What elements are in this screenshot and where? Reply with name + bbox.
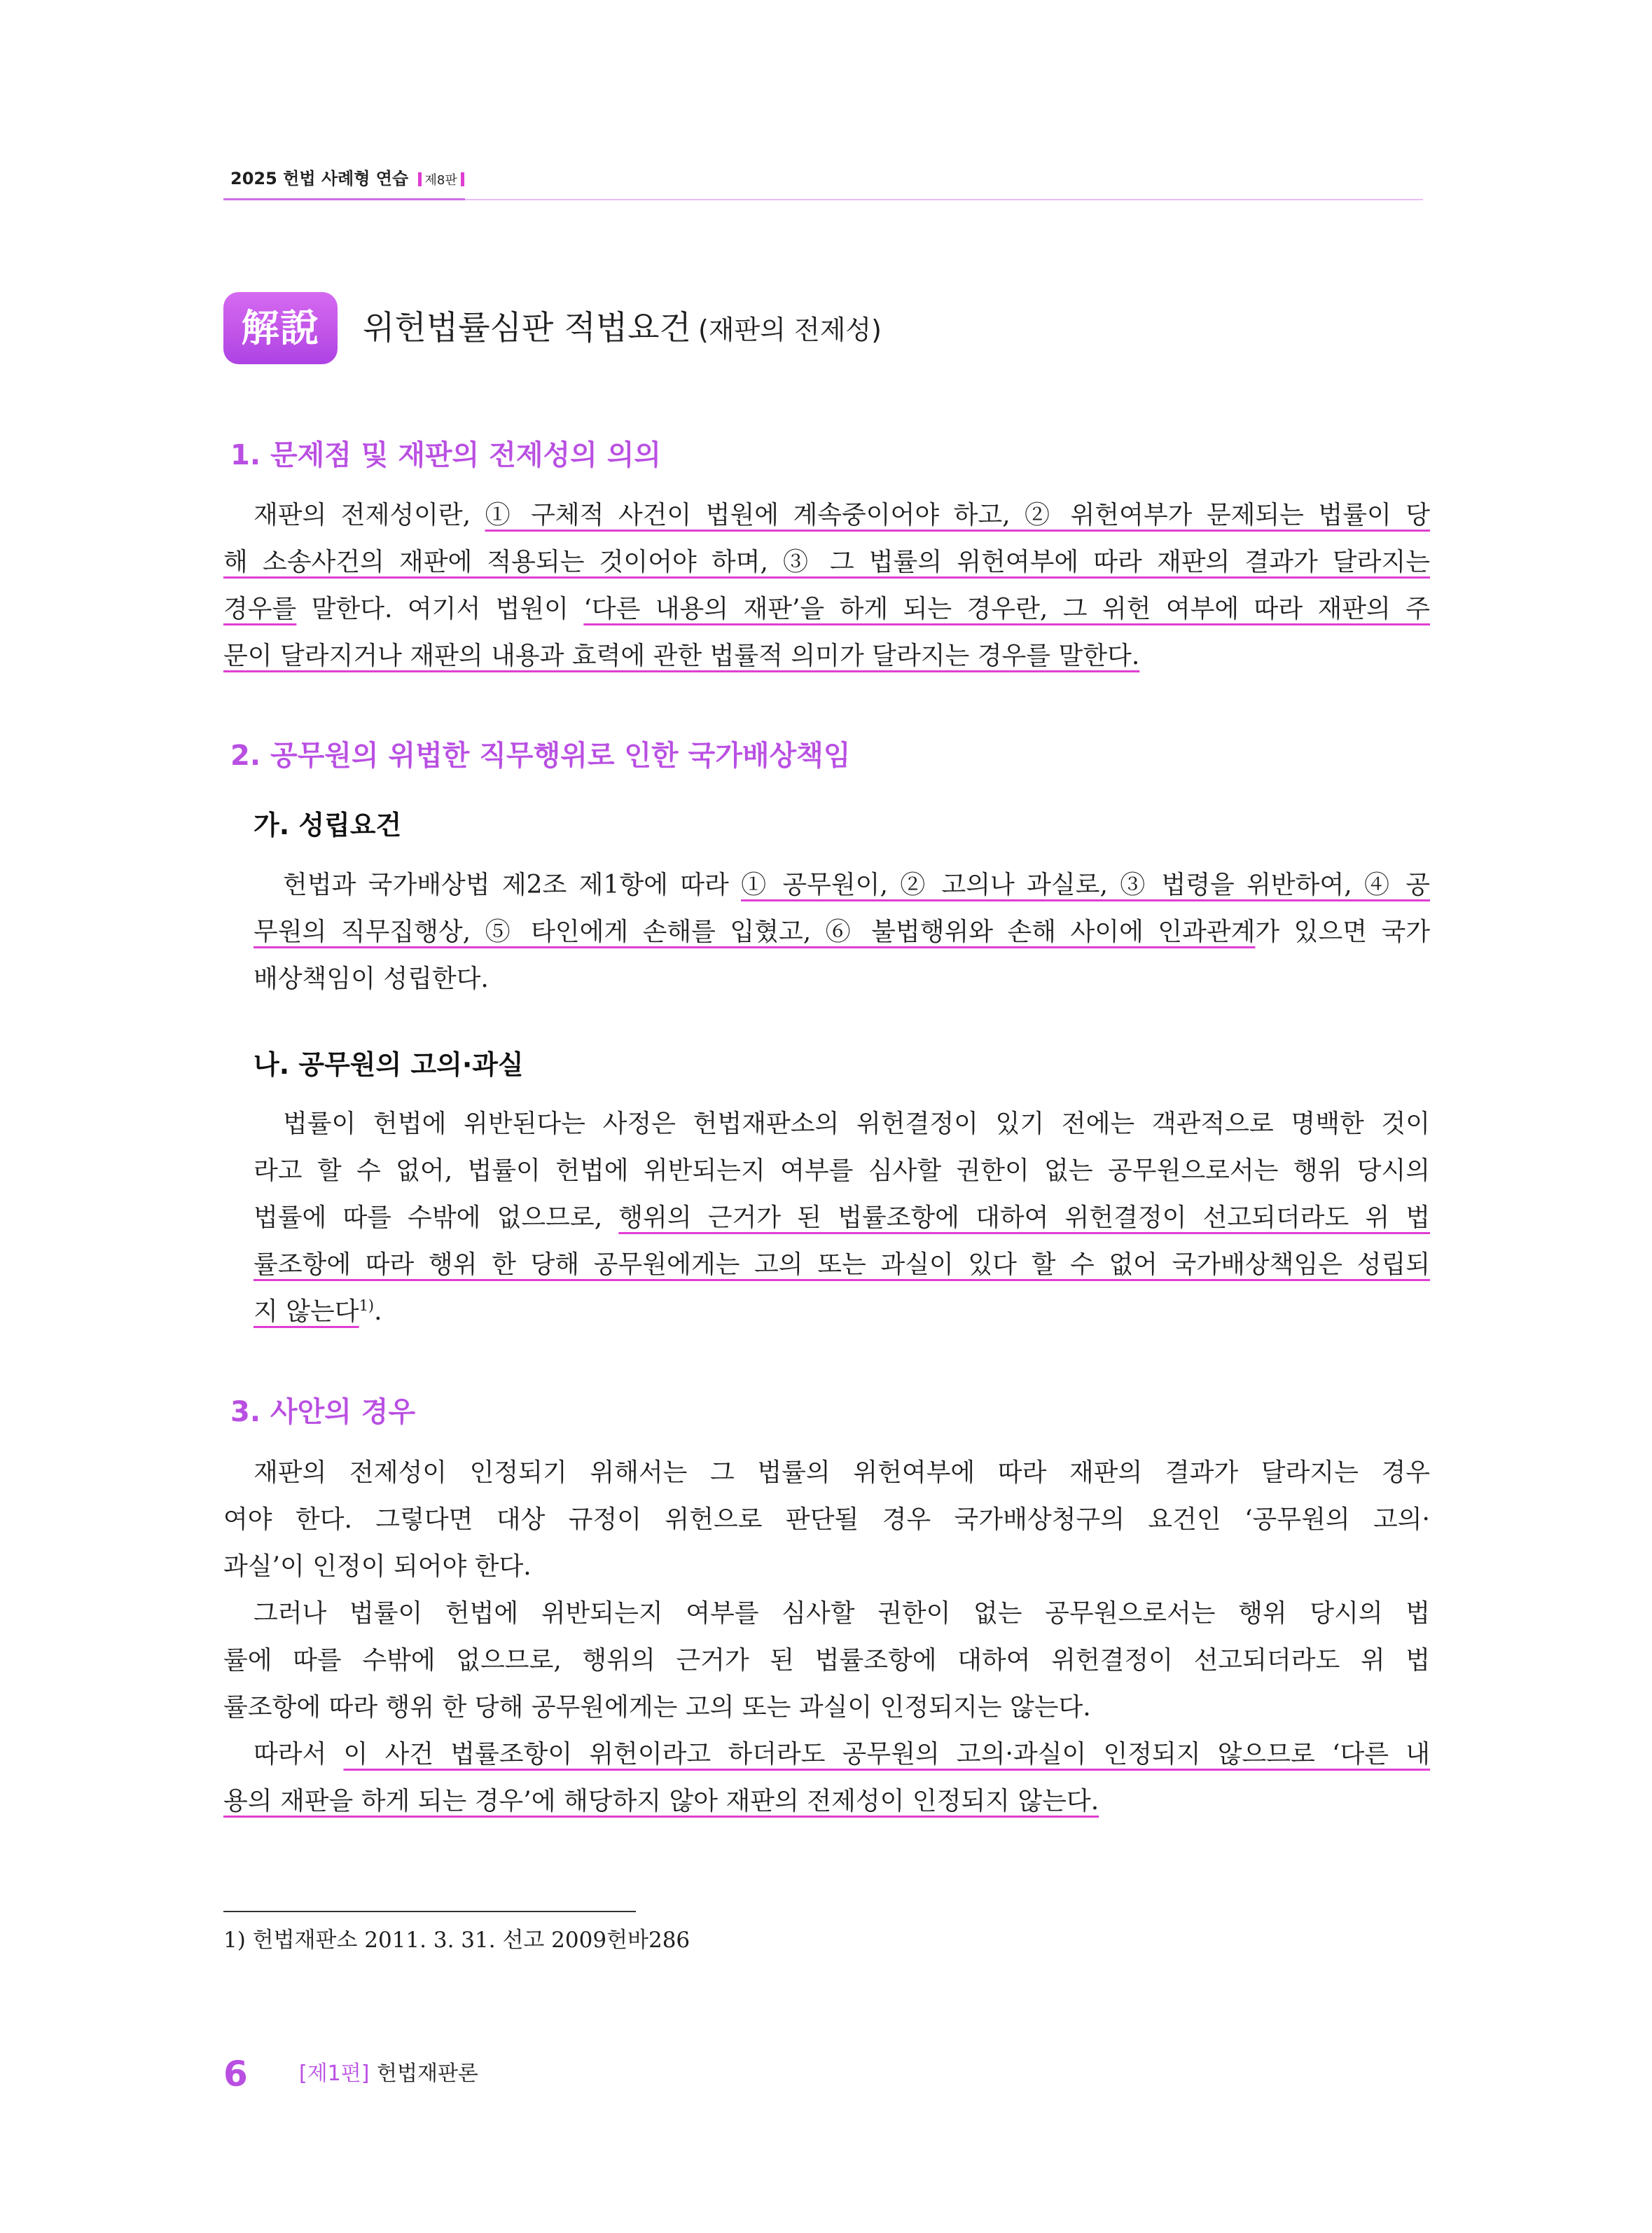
- commentary-badge: 解說: [223, 292, 338, 364]
- running-header: [230, 168, 468, 189]
- text-segment: 여야 한다. 그렇다면 대상 규정이 위헌으로 판단될 경우 국가배상청구의 요건인 ‘공무원의 고의·: [223, 1505, 1430, 1534]
- paragraph: [254, 862, 1430, 1002]
- page-title: [363, 308, 882, 349]
- text-line: [254, 1241, 1430, 1288]
- text-segment: 률에 따를 수밖에 없으므로, 행위의 근거가 된 법률조항에 대하여 위헌결정이 선고되더라도 위 법: [223, 1646, 1430, 1675]
- text-segment: 그러나 법률이 헌법에 위반되는지 여부를 심사할 권한이 없는 공무원으로서는 행위 당시의 법: [254, 1599, 1430, 1628]
- subsection-heading: 나. 공무원의 고의·과실: [254, 1049, 524, 1080]
- text-line: [223, 586, 1430, 632]
- page-title-main: 위헌법률심판 적법요건: [363, 309, 691, 347]
- part-label: [제1편]: [299, 2061, 370, 2086]
- footnote-rule: [223, 1911, 636, 1912]
- text-segment: 따라서: [254, 1740, 344, 1769]
- footnote: 1) 헌법재판소 2011. 3. 31. 선고 2009헌바286: [223, 1928, 690, 1953]
- text-line: [223, 1778, 1430, 1825]
- underlined-text: 지 않는다: [254, 1297, 359, 1326]
- subsection-body: [254, 1100, 1430, 1335]
- page-number: 6: [223, 2054, 248, 2094]
- text-line: [254, 1100, 1430, 1147]
- text-line: [223, 1590, 1430, 1637]
- underlined-text: ‘다른 내용의 재판’을 하게 되는 경우란, 그 위헌 여부에 따라 재판의 주: [583, 595, 1430, 623]
- paragraph: [254, 1100, 1430, 1335]
- underlined-text: 문이 달라지거나 재판의 내용과 효력에 관한 법률적 의미가 달라지는 경우를 말한다.: [223, 642, 1140, 670]
- text-segment: 법률에 따를 수밖에 없으므로,: [254, 1203, 619, 1232]
- footnote-ref: 1): [359, 1297, 375, 1314]
- text-line: [254, 908, 1430, 955]
- section-body: [223, 1449, 1430, 1825]
- text-line: [223, 539, 1430, 586]
- pink-marker: [418, 172, 422, 186]
- text-segment: 배상책임이 성립한다.: [254, 965, 489, 993]
- underlined-text: 이 사건 법률조항이 위헌이라고 하더라도 공무원의 고의·과실이 인정되지 않으므로 ‘다른 내: [343, 1740, 1430, 1769]
- header-rule-accent: [223, 198, 465, 200]
- text-line: [223, 492, 1430, 539]
- text-segment: .: [374, 1297, 382, 1326]
- underlined-text: 해 소송사건의 재판에 적용되는 것이어야 하며, ③ 그 법률의 위헌여부에 따라 재판의 결과가 달라지는: [223, 548, 1430, 576]
- text-line: [254, 1288, 1430, 1335]
- text-line: [254, 862, 1430, 908]
- text-line: [223, 1731, 1430, 1778]
- text-segment: 법률이 헌법에 위반된다는 사정은 헌법재판소의 위헌결정이 있기 전에는 객관적으로 명백한 것이: [283, 1109, 1430, 1138]
- subsection-body: [254, 862, 1430, 1002]
- text-line: [223, 1496, 1430, 1543]
- underlined-text: 경우를: [223, 595, 297, 623]
- subsection-heading: 가. 성립요건: [254, 810, 402, 841]
- underlined-text: ① 공무원이, ② 고의나 과실로, ③ 법령을 위반하여, ④ 공: [741, 871, 1430, 899]
- text-segment: 재판의 전제성이 인정되기 위해서는 그 법률의 위헌여부에 따라 재판의 결과가 달라지는 경우: [254, 1458, 1430, 1487]
- text-segment: 률조항에 따라 행위 한 당해 공무원에게는 고의 또는 과실이 인정되지는 않는다.: [223, 1693, 1091, 1722]
- part-title: 헌법재판론: [377, 2061, 478, 2086]
- paragraph: [223, 1590, 1430, 1731]
- text-line: [223, 632, 1430, 679]
- text-line: [223, 1449, 1430, 1496]
- text-line: [254, 1194, 1430, 1241]
- pink-marker: [461, 172, 464, 186]
- text-line: [223, 1637, 1430, 1684]
- text-segment: 라고 할 수 없어, 법률이 헌법에 위반되는지 여부를 심사할 권한이 없는 공무원으로서는 행위 당시의: [254, 1156, 1430, 1185]
- section-heading: 3. 사안의 경우: [230, 1396, 416, 1428]
- book-title: 2025 헌법 사례형 연습: [230, 169, 409, 188]
- paragraph: [223, 492, 1430, 679]
- underlined-text: 행위의 근거가 된 법률조항에 대하여 위헌결정이 선고되더라도 위 법: [618, 1203, 1430, 1232]
- section-heading: 2. 공무원의 위법한 직무행위로 인한 국가배상책임: [230, 740, 851, 772]
- underlined-text: 무원의 직무집행상, ⑤ 타인에게 손해를 입혔고, ⑥ 불법행위와 손해 사이에 인과관계: [254, 918, 1256, 946]
- text-segment: 과실’이 인정이 되어야 한다.: [223, 1552, 532, 1581]
- page-title-subtitle: (재판의 전제성): [697, 314, 882, 345]
- text-line: [254, 955, 1430, 1002]
- text-segment: 재판의 전제성이란,: [254, 501, 485, 530]
- section-heading: 1. 문제점 및 재판의 전제성의 의의: [230, 439, 661, 471]
- text-line: [223, 1543, 1430, 1590]
- paragraph: [223, 1449, 1430, 1590]
- section-body: [223, 492, 1430, 679]
- paragraph: [223, 1731, 1430, 1825]
- edition-label: 제8판: [424, 173, 457, 188]
- text-segment: 가 있으면 국가: [1255, 918, 1431, 946]
- text-segment: 말한다. 여기서 법원이: [296, 595, 584, 623]
- text-line: [223, 1684, 1430, 1731]
- text-line: [254, 1147, 1430, 1194]
- underlined-text: 용의 재판을 하게 되는 경우’에 해당하지 않아 재판의 전제성이 인정되지 않는다.: [223, 1787, 1099, 1816]
- underlined-text: ① 구체적 사건이 법원에 계속중이어야 하고, ② 위헌여부가 문제되는 법률이 당: [485, 501, 1430, 530]
- underlined-text: 률조항에 따라 행위 한 당해 공무원에게는 고의 또는 과실이 있다 할 수 없어 국가배상책임은 성립되: [254, 1250, 1430, 1279]
- text-segment: 헌법과 국가배상법 제2조 제1항에 따라: [283, 871, 742, 899]
